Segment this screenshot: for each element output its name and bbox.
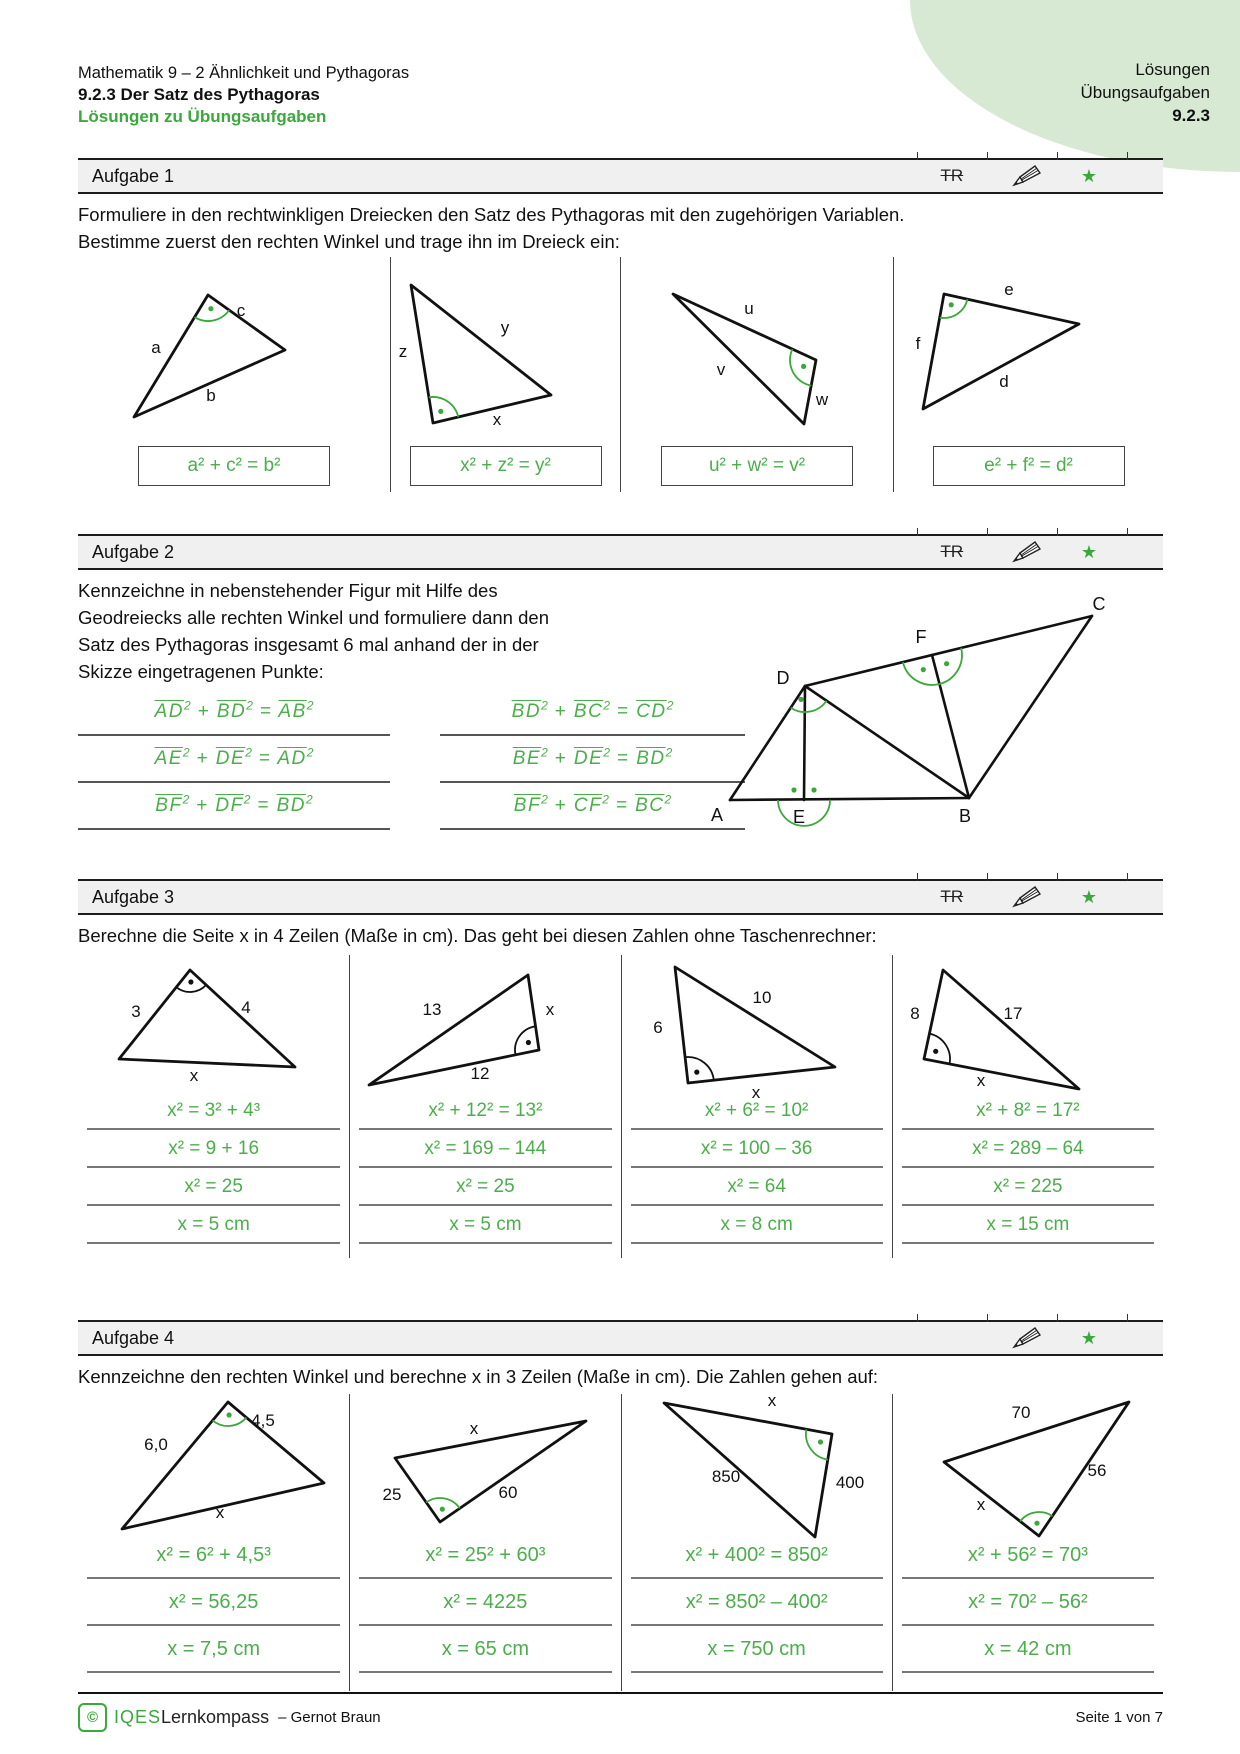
solution-step: x = 42 cm: [902, 1638, 1154, 1673]
point-label-C: C: [1092, 594, 1106, 614]
side-label: x: [976, 1071, 985, 1090]
solution-column: [892, 955, 1163, 1258]
divider-tick: [1057, 152, 1059, 160]
instruction-line: Kennzeichne den rechten Winkel und berechne x in 3 Zeilen (Maße in cm). Die Zahlen gehen auf:: [78, 1366, 879, 1387]
right-triangle-6-10-x: [622, 955, 893, 1100]
task-title: Aufgabe 3: [92, 886, 175, 907]
solution-column: [349, 1394, 620, 1691]
right-angle-arc: [790, 349, 811, 386]
side-label: c: [236, 301, 246, 320]
side-label: 6: [652, 1018, 663, 1037]
task-title: Aufgabe 2: [92, 541, 175, 562]
solution-step: x² = 4225: [359, 1591, 611, 1626]
side-label: w: [815, 390, 829, 409]
triangle-cell: [78, 257, 390, 492]
solution-step: x = 65 cm: [359, 1638, 611, 1673]
instruction-line: Satz des Pythagoras insgesamt 6 mal anhand der in der: [78, 634, 539, 655]
task-bar-icons: [933, 164, 1097, 188]
divider-tick: [1127, 873, 1129, 881]
right-triangle-70-56-x: [893, 1394, 1164, 1544]
right-triangle-13-12-x: [350, 955, 621, 1100]
triangle-cell: [893, 257, 1163, 492]
task-1-triangle-row: [78, 257, 1163, 492]
triangle-shape: [923, 294, 1079, 409]
solution-step: x² = 25: [359, 1176, 611, 1206]
right-angle-dot: [440, 1507, 445, 1512]
pythagoras-equation: $\overline{AD}^2 + \overline{BD}^2 = \overline{AB}^2$: [78, 699, 390, 736]
pencil-icon: [1011, 540, 1041, 564]
right-triangle-60-45-x: [78, 1394, 349, 1544]
triangle-shape: [924, 970, 1079, 1089]
task-bar-icons: [933, 1326, 1097, 1350]
solution-step: x² = 64: [631, 1176, 883, 1206]
side-label: x: [976, 1495, 985, 1514]
right-angle-arc: [213, 1418, 247, 1426]
right-angle-dot: [438, 409, 443, 414]
copyright-icon: ©: [78, 1703, 107, 1732]
task-title: Aufgabe 1: [92, 165, 175, 186]
right-triangle-850-400-x: [622, 1394, 893, 1544]
side-label: 850: [711, 1467, 740, 1486]
task-2-body: [78, 577, 1163, 852]
solution-step: x = 7,5 cm: [87, 1638, 340, 1673]
triangle-shape: [119, 970, 295, 1067]
no-calculator-label: TR: [940, 542, 964, 561]
task-3: [78, 879, 1163, 1258]
triangle-shape: [411, 285, 551, 423]
right-angle-dot: [798, 697, 803, 702]
task-2: [78, 534, 1163, 852]
side-label: x: [546, 1000, 555, 1019]
solution-step: x² = 225: [902, 1176, 1154, 1206]
instruction-line: Kennzeichne in nebenstehender Figur mit Hilfe des: [78, 580, 498, 601]
brand-lernkompass: Lernkompass: [161, 1707, 270, 1727]
side-label: 6,0: [144, 1435, 168, 1454]
right-angle-arc-F: [903, 648, 962, 685]
side-label: f: [915, 334, 921, 353]
side-label: x: [215, 1503, 225, 1522]
header-subject: Mathematik 9 – 2 Ähnlichkeit und Pythagoras: [78, 64, 410, 82]
segment-BC: [969, 616, 1092, 798]
point-label-F: F: [915, 627, 927, 647]
side-label: x: [767, 1394, 776, 1410]
right-triangle-8-17-x: [893, 955, 1164, 1100]
side-label: x: [470, 1419, 479, 1438]
right-angle-dot: [921, 667, 926, 672]
solution-step: x = 15 cm: [902, 1214, 1154, 1244]
right-triangle-acb: [78, 257, 390, 442]
right-angle-dot: [949, 302, 954, 307]
side-label: y: [500, 318, 510, 337]
answer-box: [661, 446, 853, 486]
solution-step: x² = 289 – 64: [902, 1138, 1154, 1168]
triangle-cell: [390, 257, 620, 492]
right-angle-dot: [1034, 1521, 1039, 1526]
divider-tick: [1127, 528, 1129, 536]
pythagoras-equation: $\overline{BD}^2 + \overline{BC}^2 = \overline{CD}^2$: [440, 699, 745, 736]
right-angle-arc: [685, 1057, 714, 1080]
solution-step: x² = 3² + 4³: [87, 1100, 340, 1130]
segment-DC: [805, 616, 1092, 686]
side-label: v: [716, 360, 726, 379]
header-chapter: 9.2.3 Der Satz des Pythagoras: [78, 85, 320, 104]
right-angle-arc: [195, 310, 230, 321]
task-3-instruction: [78, 922, 1163, 949]
side-label: 56: [1087, 1461, 1107, 1480]
solution-step: x = 5 cm: [87, 1214, 340, 1244]
side-label: 400: [835, 1473, 864, 1492]
solution-step: x² + 8² = 17²: [902, 1100, 1154, 1130]
divider-tick: [987, 528, 989, 536]
right-angle-dot: [791, 787, 796, 792]
side-label: x: [189, 1066, 199, 1085]
side-label: d: [999, 372, 1009, 391]
divider-tick: [987, 152, 989, 160]
segment-DE: [804, 686, 805, 800]
pythagoras-equation: $\overline{AE}^2 + \overline{DE}^2 = \overline{AD}^2$: [78, 746, 390, 783]
divider-tick: [1057, 873, 1059, 881]
right-triangle-efd: [894, 257, 1164, 442]
side-label: 10: [752, 988, 771, 1007]
solution-step: x² = 25: [87, 1176, 340, 1206]
solution-step: x² = 169 – 144: [359, 1138, 611, 1168]
answer-box: [410, 446, 602, 486]
triangle-cell: [620, 257, 893, 492]
pythagoras-equation: $\overline{BF}^2 + \overline{CF}^2 = \overline{BC}^2$: [440, 793, 745, 830]
task-4: [78, 1320, 1163, 1691]
solution-step: x = 5 cm: [359, 1214, 611, 1244]
instruction-line: Skizze eingetragenen Punkte:: [78, 661, 324, 682]
solution-step: x = 8 cm: [631, 1214, 883, 1244]
instruction-line: Formuliere in den rechtwinkligen Dreiecken den Satz des Pythagoras mit den zugehörigen Variablen.: [78, 204, 905, 225]
task-3-columns: [78, 955, 1163, 1258]
right-angle-arc: [1020, 1512, 1052, 1521]
triangle-shape: [395, 1421, 586, 1522]
right-angle-dot: [188, 979, 193, 984]
point-label-E: E: [792, 807, 806, 827]
star-icon: ★: [1080, 1328, 1097, 1348]
solution-column: [78, 955, 349, 1258]
side-label: 8: [910, 1004, 920, 1023]
divider-tick: [917, 873, 919, 881]
task-4-columns: [78, 1394, 1163, 1691]
side-label: 60: [498, 1483, 518, 1502]
no-calculator-label: TR: [940, 166, 964, 185]
right-angle-dot: [933, 1049, 938, 1054]
pencil-icon: [1011, 885, 1041, 909]
divider-tick: [987, 1314, 989, 1322]
side-label: 13: [422, 1000, 442, 1019]
brand-iqes: IQES: [114, 1707, 162, 1727]
task-4-instruction: [78, 1363, 1163, 1390]
task-4-bar: [78, 1320, 1163, 1356]
solution-step: x² = 100 – 36: [631, 1138, 883, 1168]
pythagoras-equation: $\overline{BE}^2 + \overline{DE}^2 = \overline{BD}^2$: [440, 746, 745, 783]
point-label-D: D: [776, 668, 790, 688]
right-angle-arc: [176, 985, 206, 992]
answer-box: [138, 446, 330, 486]
solution-step: x² = 9 + 16: [87, 1138, 340, 1168]
solution-column: [349, 955, 620, 1258]
side-label: e: [1004, 280, 1014, 299]
solution-step: x² + 6² = 10²: [631, 1100, 883, 1130]
task-2-bar: [78, 534, 1163, 570]
pencil-icon: [1011, 1326, 1041, 1350]
divider-tick: [917, 1314, 919, 1322]
right-angle-dot: [227, 1412, 232, 1417]
right-triangle-25-60-x: [350, 1394, 621, 1544]
side-label: x: [751, 1083, 760, 1100]
geometry-figure: [707, 583, 1137, 838]
corner-badge-text: [1080, 58, 1210, 127]
solution-step: x² + 56² = 70³: [902, 1544, 1154, 1579]
pythagoras-formula: e² + f² = d²: [984, 455, 1073, 476]
instruction-line: Berechne die Seite x in 4 Zeilen (Maße in cm). Das geht bei diesen Zahlen ohne Taschenrechner:: [78, 925, 877, 946]
right-angle-dot: [694, 1070, 699, 1075]
author-name: – Gernot Braun: [278, 1709, 381, 1726]
side-label: 4: [241, 998, 251, 1017]
no-calculator-label: TR: [940, 887, 964, 906]
side-label: 3: [131, 1002, 141, 1021]
solution-step: x² = 6² + 4,5³: [87, 1544, 340, 1579]
solution-step: x² + 400² = 850²: [631, 1544, 883, 1579]
right-angle-dot: [208, 306, 213, 311]
solution-column: [78, 1394, 349, 1691]
side-label: u: [744, 299, 754, 318]
star-icon: ★: [1080, 166, 1097, 186]
corner-line3: 9.2.3: [1172, 106, 1210, 125]
instruction-line: Geodreiecks alle rechten Winkel und formuliere dann den: [78, 607, 549, 628]
task-2-instruction: [78, 577, 678, 685]
divider-tick: [917, 528, 919, 536]
side-label: x: [492, 410, 502, 429]
star-icon: ★: [1080, 542, 1097, 562]
solution-step: x² = 850² – 400²: [631, 1591, 883, 1626]
side-label: 12: [470, 1064, 490, 1083]
side-label: 4,5: [251, 1411, 275, 1430]
solution-step: x² + 12² = 13²: [359, 1100, 611, 1130]
header-solutions-label: Lösungen zu Übungsaufgaben: [78, 107, 327, 126]
task-1-bar: [78, 158, 1163, 194]
star-icon: ★: [1080, 887, 1097, 907]
task-3-bar: [78, 879, 1163, 915]
right-triangle-zyx: [391, 257, 621, 442]
side-label: a: [151, 338, 161, 357]
right-angle-dot: [526, 1040, 531, 1045]
divider-tick: [987, 873, 989, 881]
pythagoras-formula: a² + c² = b²: [187, 455, 281, 476]
pythagoras-formula: x² + z² = y²: [460, 455, 551, 476]
right-angle-arc-D: [791, 701, 827, 712]
right-triangle-uvw: [621, 257, 894, 442]
pythagoras-equation: $\overline{BF}^2 + \overline{DF}^2 = \overline{BD}^2$: [78, 793, 390, 830]
task-bar-icons: [933, 540, 1097, 564]
right-triangle-3-4-x: [78, 955, 349, 1100]
side-label: 70: [1011, 1403, 1031, 1422]
task-title: Aufgabe 4: [92, 1327, 175, 1348]
solution-step: x² = 56,25: [87, 1591, 340, 1626]
right-angle-dot: [811, 787, 816, 792]
task-1: [78, 158, 1163, 492]
corner-line2: Übungsaufgaben: [1080, 83, 1210, 102]
solution-step: x² = 70² – 56²: [902, 1591, 1154, 1626]
solution-column: [892, 1394, 1163, 1691]
task-1-instruction: [78, 201, 1163, 255]
divider-tick: [1127, 1314, 1129, 1322]
solution-step: x² = 25² + 60³: [359, 1544, 611, 1579]
task-bar-icons: [933, 885, 1097, 909]
right-angle-dot: [817, 1439, 822, 1444]
triangle-shape: [675, 967, 835, 1083]
triangle-shape: [369, 975, 539, 1085]
right-angle-arc: [429, 397, 458, 417]
side-label: z: [398, 342, 408, 361]
right-angle-dot: [801, 364, 806, 369]
point-label-A: A: [710, 805, 724, 825]
solution-column: [621, 955, 892, 1258]
solution-column: [621, 1394, 892, 1691]
divider-tick: [1057, 528, 1059, 536]
divider-tick: [1057, 1314, 1059, 1322]
point-label-B: B: [958, 806, 972, 826]
side-label: 17: [1003, 1004, 1023, 1023]
pythagoras-formula: u² + w² = v²: [708, 455, 806, 476]
solution-step: x = 750 cm: [631, 1638, 883, 1673]
divider-tick: [1127, 152, 1129, 160]
pencil-icon: [1011, 164, 1041, 188]
page-number: Seite 1 von 7: [1075, 1709, 1163, 1726]
right-angle-dot: [944, 661, 949, 666]
instruction-line: Bestimme zuerst den rechten Winkel und trage ihn im Dreieck ein:: [78, 231, 620, 252]
segment-AB: [730, 798, 969, 800]
corner-line1: Lösungen: [1135, 60, 1210, 79]
answer-box: [933, 446, 1125, 486]
task-2-equations: [78, 699, 745, 840]
side-label: b: [206, 386, 216, 405]
segment-AD: [730, 686, 805, 800]
divider-tick: [917, 152, 919, 160]
side-label: 25: [382, 1485, 402, 1504]
triangle-shape: [664, 1403, 832, 1537]
page-footer: [78, 1692, 1163, 1732]
